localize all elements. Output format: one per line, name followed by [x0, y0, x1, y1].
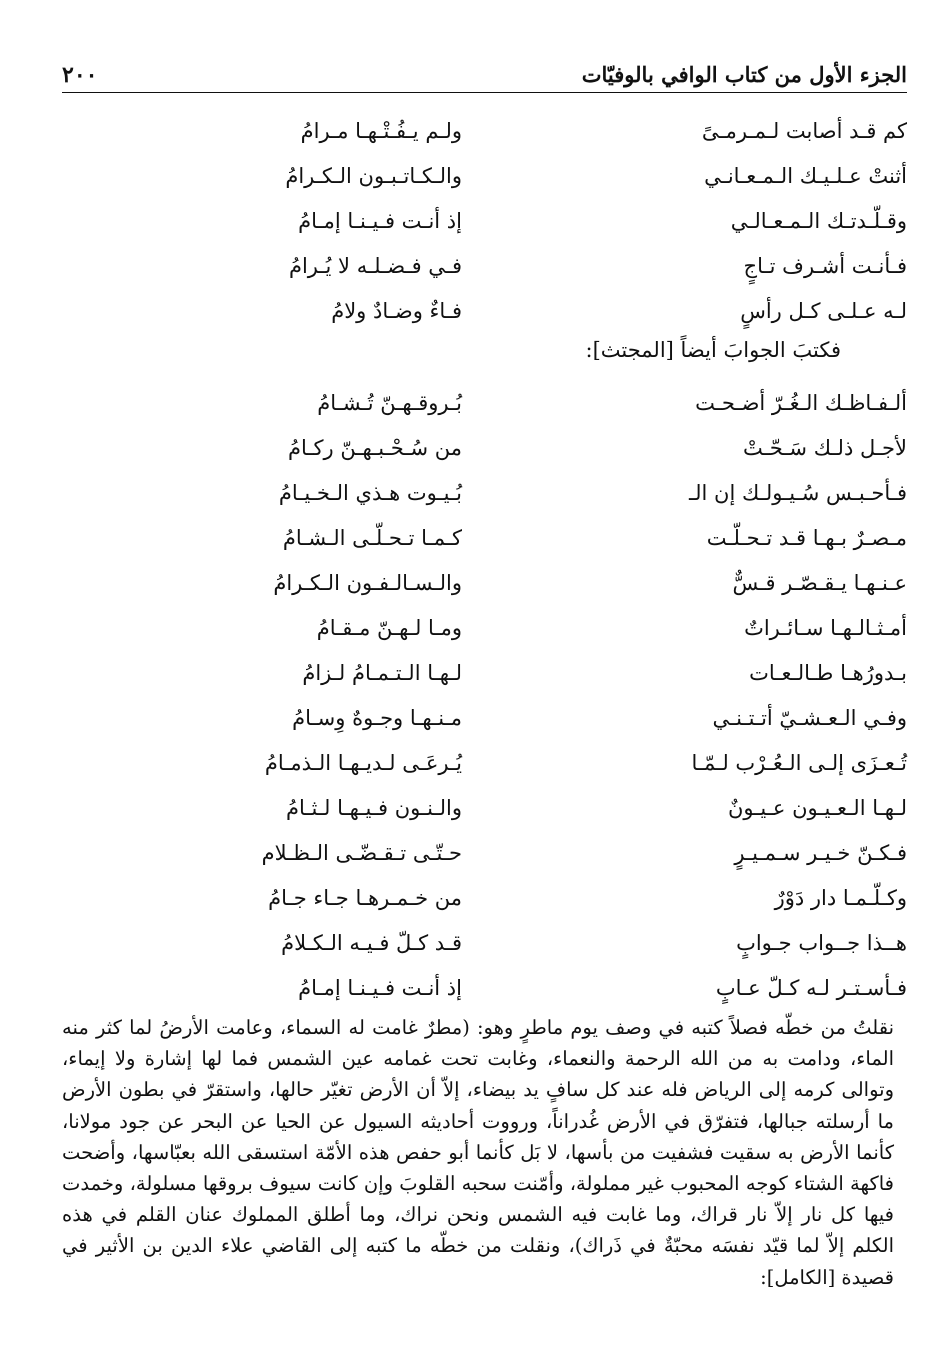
header-rule: [62, 92, 907, 93]
verse: [62, 965, 907, 1010]
first-hemistich: وفـي الـعـشـيّ أتـتـنـي: [712, 705, 907, 730]
second-hemistich: ولـم يـفُـتْـهـا مـرامُ: [300, 118, 462, 143]
prose-paragraph: نقلتُ من خطّه فصلاً كتبه في وصف يوم ماطرٍ وهو: (مطرٌ غامت له السماء، وعامت الأرضُ لما كثر منه الماء، ودامت به من الله الرحمة والنعماء، وغابت تحت غمامه عين الشمس فما لها إشارة ولا إيماء، وتوالى كرمه إلى الرياض فله عند كل سافٍ يد بيضاء، إلاّ أن الأرض تغيّر حالها، واستقرّ في بطون الأرض ما أرسلته جبالها، فتفرّق في الأرض غُدراناً، ورووت أحاديثه السيول عن الحيا عن البحر عن جود مولانا، كأنما الأرض به سقيت فشفيت من بأسها، لا بَل كأنما أبو حفص هذه الأمّة استسقى الله بعبّاسها، وأضحت فاكهة الشتاء كوجه المحبوب غير مملولة، وأمّنت سحبه القلوبَ وإن كانت سيوف بروقها مسلولة، وخمدت فيها كل نار إلاّ نار قراك، وما غابت فيه الشمس ونحن نراك، وما أطلق المملوك عنان القلم في هذه الكلم إلاّ لما قيّد نفسَه محبّةٌ في ذَراك)، ونقلت من خطّه ما كتبه إلى القاضي علاء الدين بن الأثير في قصيدة [الكامل]:: [62, 1016, 894, 1289]
first-hemistich: فـأنـت أشـرف تـاجٍ: [743, 253, 907, 278]
poem-section-1: [62, 108, 907, 333]
first-hemistich: وكـلّـمـا دار دَوْرٌ: [774, 885, 907, 910]
verse: [62, 920, 907, 965]
second-hemistich: يُـرعَـى لـديـهـا الـذمـامُ: [264, 750, 462, 775]
verse: [62, 153, 907, 198]
second-hemistich: بُـيـوت هـذي الـخـيـامُ: [278, 480, 462, 505]
first-hemistich: أثنتْ عـلـيـك الـمـعـانـي: [704, 163, 907, 188]
first-hemistich: فـأحـبـس سُـيـولـك إن الـ: [689, 480, 907, 505]
second-hemistich: ومـا لـهـنّ مـقـامُ: [316, 615, 462, 640]
verse: [62, 650, 907, 695]
verse: [62, 785, 907, 830]
first-hemistich: ألـفـاظـك الـغُـرّ أضـحـت: [695, 390, 907, 415]
first-hemistich: لأجـل ذلـك سَـحّـتْ: [742, 435, 907, 460]
first-hemistich: بـدورُهـا طـالـعـات: [749, 660, 907, 685]
verse: [62, 605, 907, 650]
second-hemistich: إذ أنـت فـيـنـا إمـامُ: [298, 208, 462, 233]
page-number: ٢٠٠: [62, 62, 98, 88]
second-hemistich: إذ أنـت فـيـنـا إمـامُ: [298, 975, 462, 1000]
verse: [62, 243, 907, 288]
verse: [62, 470, 907, 515]
first-hemistich: مـصـرٌ بـهـا قـد تـحـلّـت: [706, 525, 907, 550]
verse: [62, 695, 907, 740]
first-hemistich: فـأسـتـر لـه كـلّ عـابٍ: [715, 975, 907, 1000]
verse: [62, 740, 907, 785]
reply-intro-line: فكتبَ الجوابَ أيضاً [المجتث]:: [585, 338, 841, 362]
verse: [62, 380, 907, 425]
first-hemistich: لـهـا الـعـيـون عـيـونٌ: [727, 795, 907, 820]
verse: [62, 515, 907, 560]
verse: [62, 198, 907, 243]
first-hemistich: هــذا جــواب جـوابٍ: [736, 930, 907, 955]
second-hemistich: والـنـون فـيـهـا لـثـامُ: [286, 795, 462, 820]
second-hemistich: لـهـا الـتـمـامُ لـزامُ: [302, 660, 462, 685]
second-hemistich: من سُـحْـبـهـنّ ركـامُ: [287, 435, 462, 460]
poem-section-2: [62, 380, 907, 1010]
second-hemistich: كـمـا تـحـلّـى الـشـامُ: [282, 525, 462, 550]
second-hemistich: والـسـالـفـون الـكـرامُ: [273, 570, 462, 595]
verse: [62, 560, 907, 605]
second-hemistich: حـتّـى تـقـضّـى الـظـلام: [261, 840, 462, 865]
second-hemistich: من خـمـرهـا جـاء جـامُ: [268, 885, 462, 910]
second-hemistich: مـنـهـا وجـوهٌ وِسـامُ: [292, 705, 462, 730]
second-hemistich: قـد كـلّ فـيـه الـكـلامُ: [281, 930, 462, 955]
second-hemistich: فـاءٌ وضـادٌ ولامُ: [331, 298, 462, 323]
verse: [62, 108, 907, 153]
second-hemistich: فـي فـضـلـه لا يُـرامُ: [288, 253, 462, 278]
first-hemistich: أمـثـالـهـا سـائـراتٌ: [744, 615, 907, 640]
first-hemistich: وقـلّـدتـك الـمـعـالـي: [730, 208, 907, 233]
verse: [62, 875, 907, 920]
first-hemistich: لـه عـلـى كـل رأسٍ: [740, 298, 907, 323]
page-header: [62, 50, 907, 90]
first-hemistich: فـكـنّ خـيـر سـمـيـرٍ: [734, 840, 907, 865]
verse: [62, 425, 907, 470]
first-hemistich: تُـعـزَى إلـى الـعُـرْب لـمّـا: [691, 750, 907, 775]
verse: [62, 288, 907, 333]
first-hemistich: كم قـد أصابت لـمـرمـىً: [701, 118, 907, 143]
second-hemistich: والـكـاتـبـون الـكـرامُ: [285, 163, 462, 188]
first-hemistich: عـنـهـا يـقـصّـر قـسٌّ: [732, 570, 907, 595]
second-hemistich: بُـروقـهـنّ تُـشـامُ: [317, 390, 462, 415]
running-title: الجزء الأول من كتاب الوافي بالوفيّات: [581, 62, 907, 87]
verse: [62, 830, 907, 875]
